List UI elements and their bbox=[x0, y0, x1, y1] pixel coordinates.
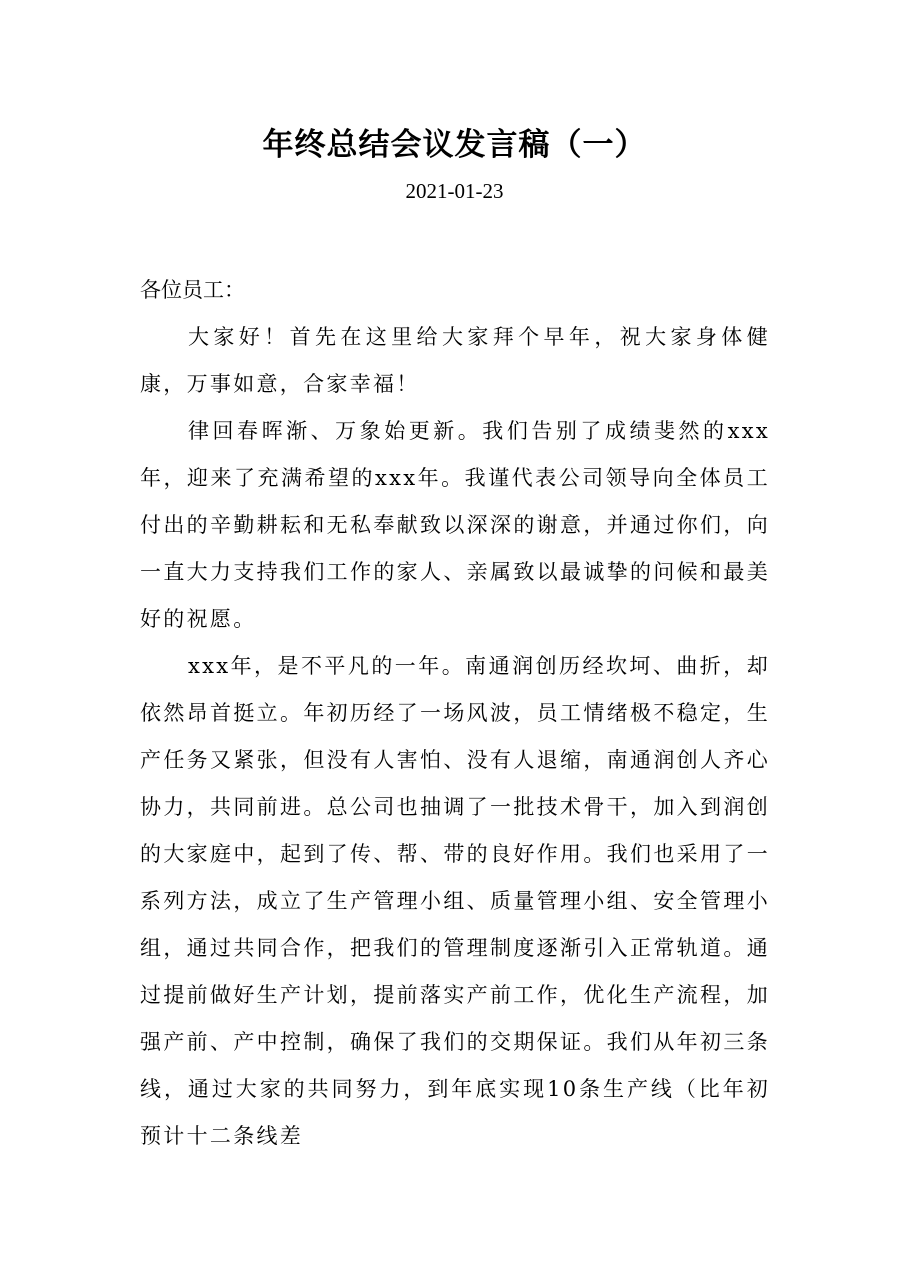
document-title: 年终总结会议发言稿（一） bbox=[262, 127, 647, 163]
document-body bbox=[140, 267, 770, 1160]
salutation: 各位员工： bbox=[140, 278, 245, 302]
document-date: 2021-01-23 bbox=[405, 179, 504, 203]
paragraph-greeting: 大家好！首先在这里给大家拜个早年，祝大家身体健康，万事如意，合家幸福！ bbox=[140, 325, 770, 396]
paragraph-review: xxx年，是不平凡的一年。南通润创历经坎坷、曲折，却依然昂首挺立。年初历经了一场风波，员工情绪极不稳定，生产任务又紧张，但没有人害怕、没有人退缩，南通润创人齐心协力，共同前进。总公司也抽调了一批技术骨干，加入到润创的大家庭中，起到了传、帮、带的良好作用。我们也采用了一系列方法，成立了生产管理小组、质量管理小组、安全管理小组，通过共同合作，把我们的管理制度逐渐引入正常轨道。通过提前做好生产计划，提前落实产前工作，优化生产流程，加强产前、产中控制，确保了我们的交期保证。我们从年初三条线，通过大家的共同努力，到年底实现10条生产线（比年初预计十二条线差 bbox=[140, 654, 770, 1148]
paragraph-new-year: 律回春晖渐、万象始更新。我们告别了成绩斐然的xxx年，迎来了充满希望的xxx年。我谨代表公司领导向全体员工付出的辛勤耕耘和无私奉献致以深深的谢意，并通过你们，向一直大力支持我们工作的家人、亲属致以最诚挚的问候和最美好的祝愿。 bbox=[140, 419, 770, 631]
